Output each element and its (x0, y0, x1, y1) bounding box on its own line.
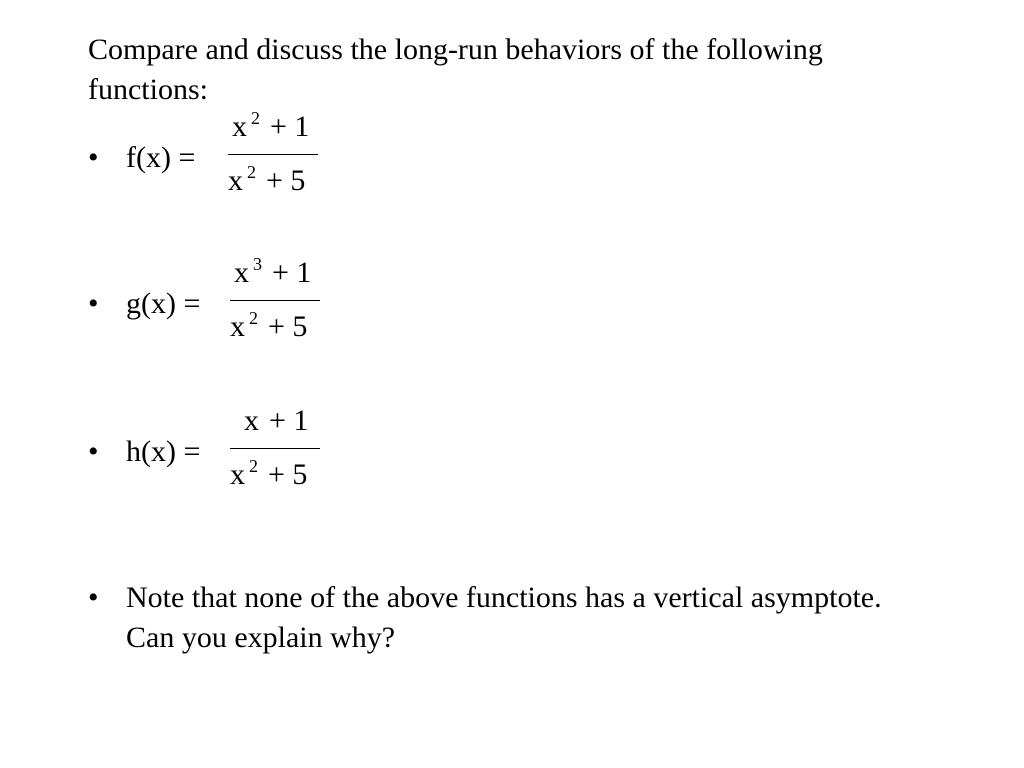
den-base-f: x (228, 164, 243, 197)
fraction-bar-g (230, 300, 320, 301)
bullet-dot: • (88, 435, 99, 468)
den-base-h: x (230, 458, 245, 491)
bullet-dot: • (88, 581, 99, 614)
function-label-f: f(x) = (126, 141, 196, 174)
den-exp-h: 2 (249, 456, 258, 476)
bullet-dot: • (88, 141, 99, 174)
num-base-f: x (232, 110, 247, 143)
den-rest-g: + 5 (268, 310, 308, 343)
numerator-f (232, 108, 310, 145)
den-exp-f: 2 (247, 162, 256, 182)
fraction-bar-f (228, 154, 318, 155)
num-base-h: x (244, 404, 259, 437)
intro-text: Compare and discuss the long-run behaviors of the following functions: (88, 33, 823, 106)
num-rest-h: + 1 (269, 404, 309, 437)
bullet-dot: • (88, 287, 99, 320)
den-rest-h: + 5 (268, 458, 308, 491)
numerator-g (234, 254, 312, 291)
num-rest-f: + 1 (270, 110, 310, 143)
num-base-g: x (234, 256, 249, 289)
num-exp-f: 2 (251, 108, 260, 128)
denominator-f (228, 162, 306, 199)
fraction-bar-h (230, 448, 320, 449)
numerator-h (244, 406, 308, 436)
den-base-g: x (230, 310, 245, 343)
denominator-g (230, 308, 308, 345)
num-rest-g: + 1 (272, 256, 312, 289)
function-label-h: h(x) = (126, 435, 201, 468)
denominator-h (230, 456, 308, 493)
function-label-g: g(x) = (126, 287, 201, 320)
note-text: Note that none of the above functions has a vertical asymptote. Can you explain why? (126, 581, 882, 654)
den-rest-f: + 5 (266, 164, 306, 197)
den-exp-g: 2 (249, 308, 258, 328)
num-exp-g: 3 (253, 254, 262, 274)
